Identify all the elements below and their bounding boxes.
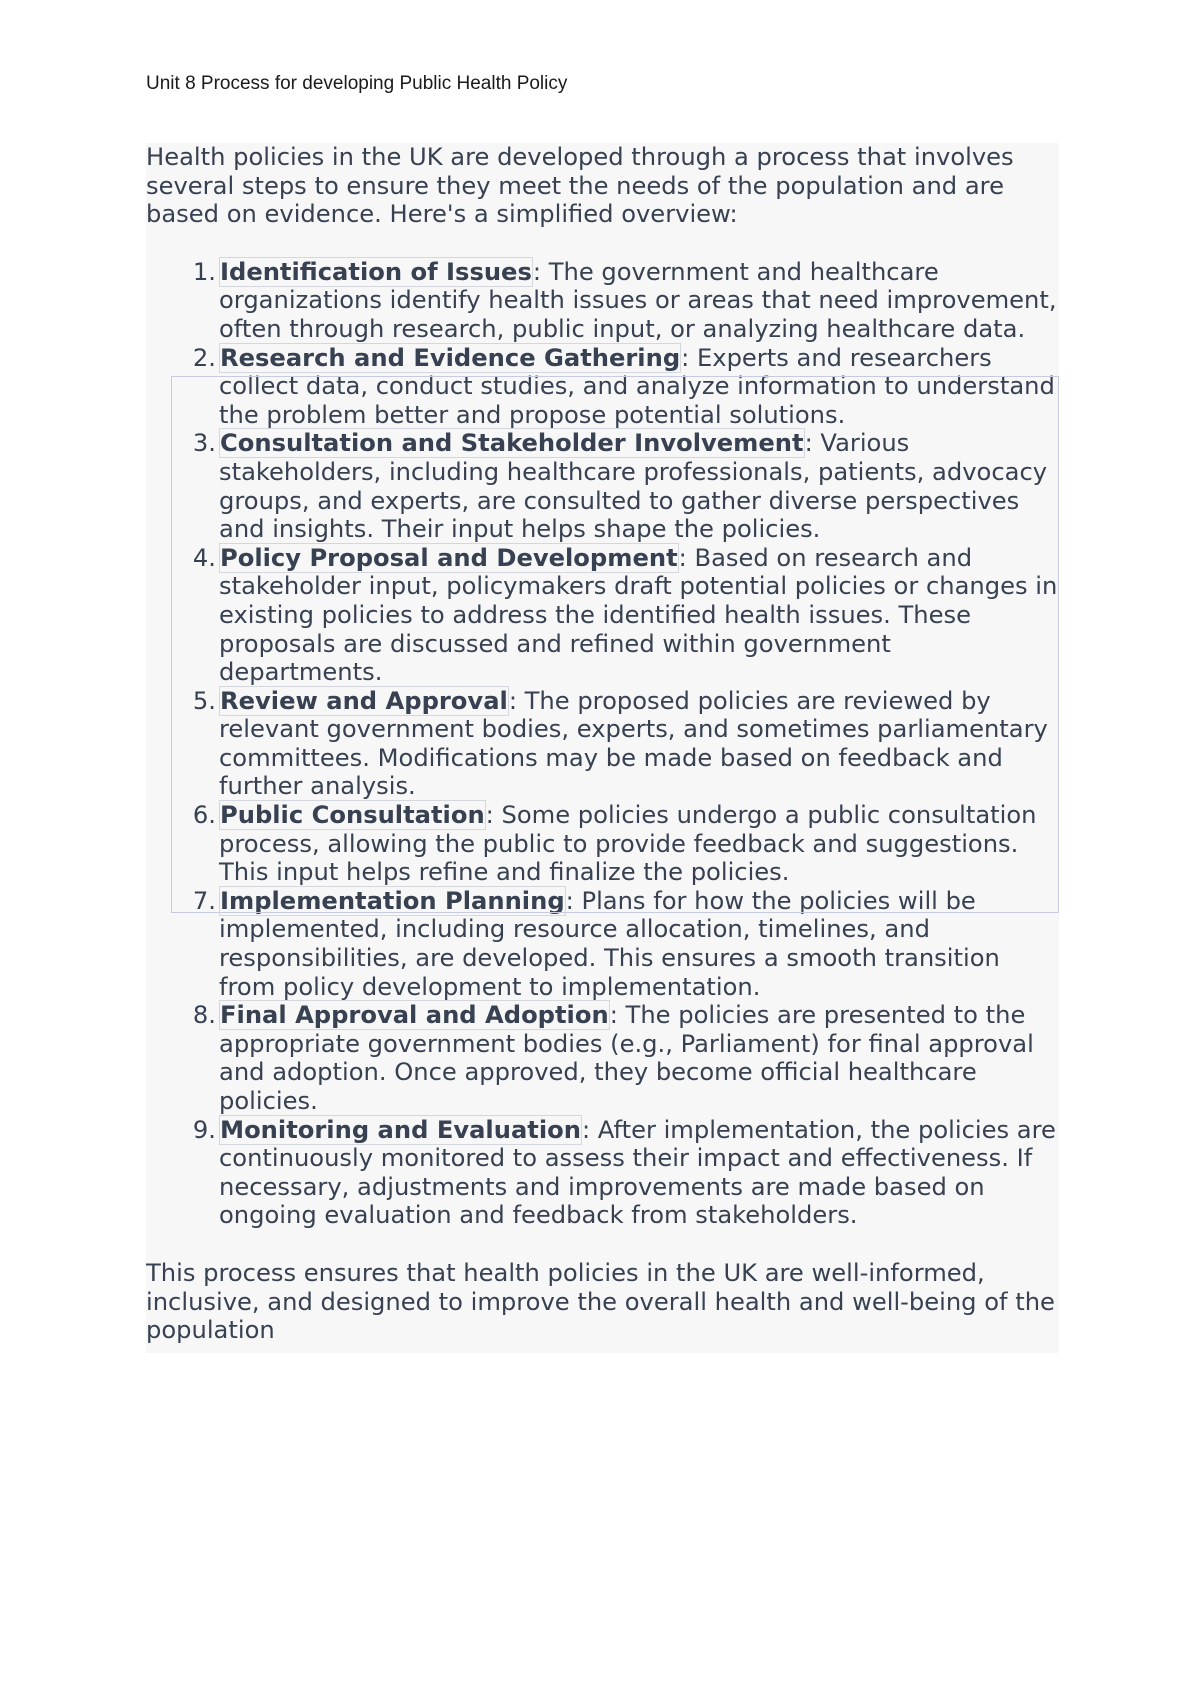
list-number: 1. [192, 257, 216, 286]
step-title: Review and Approval [220, 686, 508, 715]
step-text: : Various stakeholders, including healthcare professionals, patients, advocacy groups, and experts, are consulted to gather diverse perspectives and insights. Their input helps shape the policies. [219, 429, 1048, 544]
list-item [192, 686, 1059, 801]
list-number: 4. [192, 543, 216, 572]
step-title: Policy Proposal and Development [220, 543, 678, 572]
step-title: Research and Evidence Gathering [220, 343, 681, 372]
list-number: 6. [192, 801, 216, 830]
intro-paragraph: Health policies in the UK are developed through a process that involves several steps to ensure they meet the needs of the population and are based on evidence. Here's a simplified overview: [146, 143, 1014, 229]
list-number: 7. [192, 886, 216, 915]
step-text: : Experts and researchers collect data, conduct studies, and analyze information to understand the problem better and propose potential solutions. [219, 343, 1055, 429]
document-body [146, 143, 1059, 1353]
list-item [192, 886, 1059, 1001]
step-text: : The policies are presented to the appropriate government bodies (e.g., Parliament) for final approval and adoption. Once approved, they become official healthcare policies. [219, 1001, 1034, 1115]
step-text: : Some policies undergo a public consultation process, allowing the public to provide feedback and suggestions. This input helps refine and finalize the policies. [219, 801, 1037, 887]
step-title: Consultation and Stakeholder Involvement [220, 429, 804, 458]
step-text: : The government and healthcare organizations identify health issues or areas that need improvement, often through research, public input, or analyzing healthcare data. [219, 257, 1057, 343]
closing-paragraph: This process ensures that health policies in the UK are well-informed, inclusive, and designed to improve the overall health and well-being of the population [146, 1258, 1055, 1345]
list-item [192, 429, 1059, 544]
step-text: : Plans for how the policies will be implemented, including resource allocation, timelines, and responsibilities, are developed. This ensures a smooth transition from policy development to implementation. [219, 886, 1000, 1001]
list-number: 2. [192, 343, 216, 372]
step-title: Implementation Planning [220, 886, 565, 915]
step-title: Public Consultation [220, 801, 485, 830]
list-item [192, 1001, 1059, 1115]
step-text: : The proposed policies are reviewed by relevant government bodies, experts, and sometimes parliamentary committees. Modifications may be made based on feedback and further analysis. [219, 686, 1048, 801]
step-text: : After implementation, the policies are continuously monitored to assess their impact and effectiveness. If necessary, adjustments and improvements are made based on ongoing evaluation and feedback from stakeholders. [219, 1115, 1056, 1230]
list-number: 3. [192, 429, 216, 458]
steps-list [146, 258, 1059, 1230]
list-item [192, 801, 1059, 887]
step-title: Monitoring and Evaluation [220, 1115, 581, 1144]
list-item [192, 1115, 1059, 1230]
step-title: Identification of Issues [220, 257, 532, 286]
list-item [192, 543, 1059, 687]
step-title: Final Approval and Adoption [220, 1001, 609, 1030]
list-number: 9. [192, 1115, 216, 1144]
list-item [192, 257, 1059, 344]
step-text: : Based on research and stakeholder input, policymakers draft potential policies or changes in existing policies to address the identified health issues. These proposals are discussed and refined within government departments. [219, 543, 1058, 687]
list-number: 8. [192, 1001, 216, 1030]
list-number: 5. [192, 686, 216, 715]
document-header: Unit 8 Process for developing Public Health Policy [146, 73, 568, 94]
list-item [192, 343, 1059, 430]
